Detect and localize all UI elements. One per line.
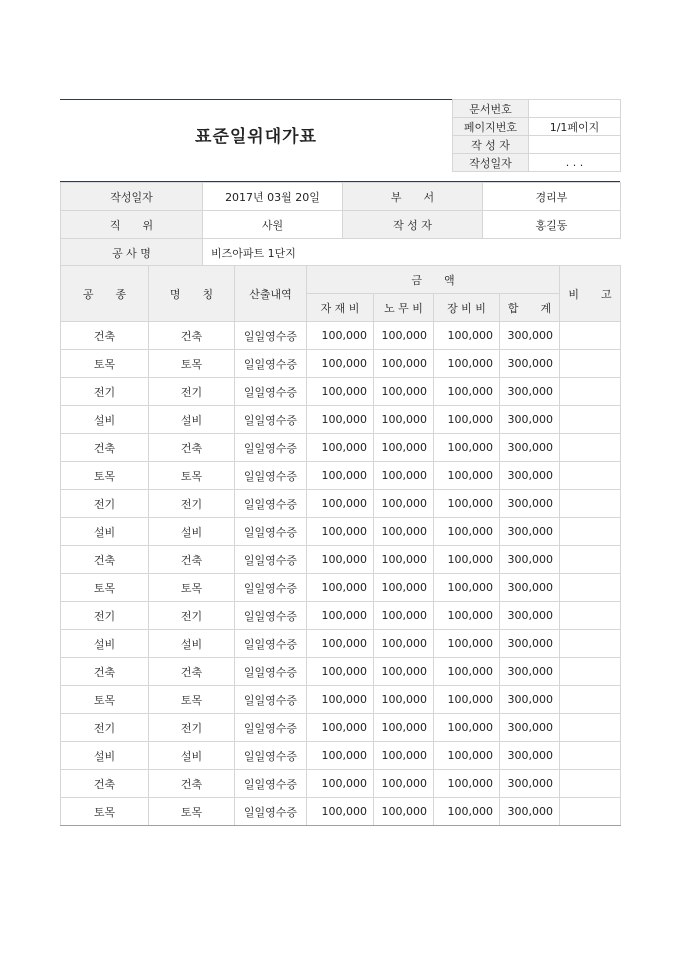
table-row[interactable] — [61, 742, 621, 770]
table-row[interactable] — [61, 714, 621, 742]
cell-equipment[interactable]: 100,000 — [434, 602, 500, 630]
cell-name[interactable]: 건축 — [149, 658, 235, 686]
cell-name[interactable]: 토목 — [149, 798, 235, 826]
date-label: 작성일자 — [61, 183, 203, 211]
cell-remarks[interactable] — [560, 350, 621, 378]
table-row[interactable] — [61, 658, 621, 686]
cell-trade[interactable]: 건축 — [61, 770, 149, 798]
table-row[interactable] — [61, 798, 621, 826]
cell-trade[interactable]: 전기 — [61, 714, 149, 742]
info-table — [60, 182, 621, 267]
cell-material[interactable]: 100,000 — [307, 770, 374, 798]
cell-total[interactable]: 300,000 — [500, 714, 560, 742]
cell-material[interactable]: 100,000 — [307, 630, 374, 658]
cell-labor[interactable]: 100,000 — [374, 322, 434, 350]
table-row[interactable] — [61, 322, 621, 350]
cell-trade[interactable]: 건축 — [61, 546, 149, 574]
cell-material[interactable]: 100,000 — [307, 490, 374, 518]
cell-trade[interactable]: 토목 — [61, 574, 149, 602]
table-row[interactable] — [61, 462, 621, 490]
cell-basis[interactable]: 일일영수증 — [235, 546, 307, 574]
cell-equipment[interactable]: 100,000 — [434, 350, 500, 378]
cell-equipment[interactable]: 100,000 — [434, 518, 500, 546]
cell-equipment[interactable]: 100,000 — [434, 714, 500, 742]
meta-row — [453, 118, 621, 136]
meta-value-page: 1/1페이지 — [529, 118, 621, 136]
author-value[interactable]: 홍길동 — [483, 211, 621, 239]
cell-labor[interactable]: 100,000 — [374, 798, 434, 826]
cell-name[interactable]: 설비 — [149, 518, 235, 546]
cell-material[interactable]: 100,000 — [307, 686, 374, 714]
cell-equipment[interactable]: 100,000 — [434, 798, 500, 826]
cell-basis[interactable]: 일일영수증 — [235, 798, 307, 826]
cell-equipment[interactable]: 100,000 — [434, 770, 500, 798]
header-remarks: 비 고 — [560, 266, 621, 322]
cell-total[interactable]: 300,000 — [500, 546, 560, 574]
cost-table — [60, 265, 621, 826]
cell-total[interactable]: 300,000 — [500, 574, 560, 602]
header-material: 자 재 비 — [307, 294, 374, 322]
cell-trade[interactable]: 토목 — [61, 686, 149, 714]
cell-labor[interactable]: 100,000 — [374, 770, 434, 798]
cell-material[interactable]: 100,000 — [307, 546, 374, 574]
cell-remarks[interactable] — [560, 742, 621, 770]
table-row[interactable] — [61, 630, 621, 658]
project-value[interactable]: 비즈아파트 1단지 — [203, 239, 621, 267]
cell-labor[interactable]: 100,000 — [374, 434, 434, 462]
cell-name[interactable]: 전기 — [149, 714, 235, 742]
author-label: 작 성 자 — [343, 211, 483, 239]
cell-material[interactable]: 100,000 — [307, 518, 374, 546]
meta-label: 문서번호 — [453, 100, 529, 118]
cell-trade[interactable]: 건축 — [61, 322, 149, 350]
cell-basis[interactable]: 일일영수증 — [235, 350, 307, 378]
cell-labor[interactable]: 100,000 — [374, 518, 434, 546]
cell-total[interactable]: 300,000 — [500, 322, 560, 350]
cell-remarks[interactable] — [560, 434, 621, 462]
cell-labor[interactable]: 100,000 — [374, 742, 434, 770]
cell-material[interactable]: 100,000 — [307, 350, 374, 378]
cell-trade[interactable]: 설비 — [61, 406, 149, 434]
cell-labor[interactable]: 100,000 — [374, 658, 434, 686]
cell-name[interactable]: 건축 — [149, 434, 235, 462]
header-name: 명 칭 — [149, 266, 235, 322]
cell-labor[interactable]: 100,000 — [374, 602, 434, 630]
table-row[interactable] — [61, 378, 621, 406]
table-row[interactable] — [61, 434, 621, 462]
info-row — [61, 183, 621, 211]
cell-total[interactable]: 300,000 — [500, 742, 560, 770]
header-total: 합 계 — [500, 294, 560, 322]
cell-basis[interactable]: 일일영수증 — [235, 322, 307, 350]
table-row[interactable] — [61, 490, 621, 518]
cell-remarks[interactable] — [560, 378, 621, 406]
cell-basis[interactable]: 일일영수증 — [235, 742, 307, 770]
cell-total[interactable]: 300,000 — [500, 630, 560, 658]
page-title: 표준일위대가표 — [195, 126, 317, 147]
header-basis: 산출내역 — [235, 266, 307, 322]
cell-basis[interactable]: 일일영수증 — [235, 574, 307, 602]
cell-equipment[interactable]: 100,000 — [434, 462, 500, 490]
cell-material[interactable]: 100,000 — [307, 406, 374, 434]
cell-total[interactable]: 300,000 — [500, 686, 560, 714]
cell-total[interactable]: 300,000 — [500, 406, 560, 434]
cell-name[interactable]: 토목 — [149, 462, 235, 490]
project-label: 공 사 명 — [61, 239, 203, 267]
cell-labor[interactable]: 100,000 — [374, 574, 434, 602]
cell-equipment[interactable]: 100,000 — [434, 630, 500, 658]
cell-labor[interactable]: 100,000 — [374, 378, 434, 406]
cell-remarks[interactable] — [560, 630, 621, 658]
cell-total[interactable]: 300,000 — [500, 518, 560, 546]
cell-basis[interactable]: 일일영수증 — [235, 714, 307, 742]
cell-total[interactable]: 300,000 — [500, 434, 560, 462]
cell-total[interactable]: 300,000 — [500, 462, 560, 490]
header-labor: 노 무 비 — [374, 294, 434, 322]
cell-remarks[interactable] — [560, 658, 621, 686]
cell-remarks[interactable] — [560, 490, 621, 518]
cell-equipment[interactable]: 100,000 — [434, 378, 500, 406]
cell-equipment[interactable]: 100,000 — [434, 406, 500, 434]
dept-value[interactable]: 경리부 — [483, 183, 621, 211]
cell-total[interactable]: 300,000 — [500, 770, 560, 798]
cell-trade[interactable]: 토목 — [61, 462, 149, 490]
meta-row — [453, 136, 621, 154]
info-row — [61, 239, 621, 267]
header-trade: 공 종 — [61, 266, 149, 322]
date-value[interactable]: 2017년 03월 20일 — [203, 183, 343, 211]
cell-name[interactable]: 전기 — [149, 602, 235, 630]
cell-basis[interactable]: 일일영수증 — [235, 658, 307, 686]
cell-remarks[interactable] — [560, 546, 621, 574]
cell-name[interactable]: 건축 — [149, 546, 235, 574]
cell-total[interactable]: 300,000 — [500, 490, 560, 518]
cell-name[interactable]: 설비 — [149, 630, 235, 658]
cell-remarks[interactable] — [560, 462, 621, 490]
cell-equipment[interactable]: 100,000 — [434, 574, 500, 602]
cell-remarks[interactable] — [560, 798, 621, 826]
cell-name[interactable]: 전기 — [149, 490, 235, 518]
cell-material[interactable]: 100,000 — [307, 798, 374, 826]
dept-label: 부 서 — [343, 183, 483, 211]
cell-name[interactable]: 설비 — [149, 406, 235, 434]
cell-trade[interactable]: 설비 — [61, 630, 149, 658]
cell-material[interactable]: 100,000 — [307, 714, 374, 742]
table-row[interactable] — [61, 518, 621, 546]
table-row[interactable] — [61, 546, 621, 574]
cell-material[interactable]: 100,000 — [307, 574, 374, 602]
cell-remarks[interactable] — [560, 686, 621, 714]
cell-basis[interactable]: 일일영수증 — [235, 602, 307, 630]
cell-remarks[interactable] — [560, 322, 621, 350]
cell-name[interactable]: 건축 — [149, 770, 235, 798]
cell-remarks[interactable] — [560, 602, 621, 630]
cell-material[interactable]: 100,000 — [307, 742, 374, 770]
cell-basis[interactable]: 일일영수증 — [235, 434, 307, 462]
meta-value-doc-number[interactable] — [529, 100, 621, 118]
cell-total[interactable]: 300,000 — [500, 602, 560, 630]
cell-trade[interactable]: 토목 — [61, 798, 149, 826]
cell-trade[interactable]: 전기 — [61, 490, 149, 518]
cell-trade[interactable]: 전기 — [61, 602, 149, 630]
cell-labor[interactable]: 100,000 — [374, 462, 434, 490]
cell-material[interactable]: 100,000 — [307, 434, 374, 462]
table-row[interactable] — [61, 602, 621, 630]
meta-label: 작성일자 — [453, 154, 529, 172]
cell-material[interactable]: 100,000 — [307, 378, 374, 406]
cell-labor[interactable]: 100,000 — [374, 714, 434, 742]
info-row — [61, 211, 621, 239]
header-row — [61, 266, 621, 294]
header-equipment: 장 비 비 — [434, 294, 500, 322]
cell-total[interactable]: 300,000 — [500, 798, 560, 826]
cell-equipment[interactable]: 100,000 — [434, 490, 500, 518]
cell-labor[interactable]: 100,000 — [374, 686, 434, 714]
meta-label: 작 성 자 — [453, 136, 529, 154]
cell-remarks[interactable] — [560, 574, 621, 602]
table-row[interactable] — [61, 406, 621, 434]
cell-basis[interactable]: 일일영수증 — [235, 462, 307, 490]
cell-name[interactable]: 토목 — [149, 350, 235, 378]
cell-remarks[interactable] — [560, 518, 621, 546]
header-amount: 금 액 — [307, 266, 560, 294]
position-label: 직 위 — [61, 211, 203, 239]
cell-trade[interactable]: 설비 — [61, 518, 149, 546]
cell-equipment[interactable]: 100,000 — [434, 434, 500, 462]
cell-name[interactable]: 토목 — [149, 686, 235, 714]
cell-labor[interactable]: 100,000 — [374, 406, 434, 434]
cell-basis[interactable]: 일일영수증 — [235, 490, 307, 518]
cell-remarks[interactable] — [560, 714, 621, 742]
cell-basis[interactable]: 일일영수증 — [235, 378, 307, 406]
meta-value-date[interactable]: . . . — [529, 154, 621, 172]
cell-labor[interactable]: 100,000 — [374, 350, 434, 378]
cell-basis[interactable]: 일일영수증 — [235, 686, 307, 714]
cell-total[interactable]: 300,000 — [500, 350, 560, 378]
cell-material[interactable]: 100,000 — [307, 462, 374, 490]
cell-basis[interactable]: 일일영수증 — [235, 630, 307, 658]
cell-material[interactable]: 100,000 — [307, 322, 374, 350]
cell-trade[interactable]: 설비 — [61, 742, 149, 770]
cell-labor[interactable]: 100,000 — [374, 490, 434, 518]
meta-row — [453, 154, 621, 172]
cell-trade[interactable]: 건축 — [61, 658, 149, 686]
cell-labor[interactable]: 100,000 — [374, 546, 434, 574]
cell-basis[interactable]: 일일영수증 — [235, 770, 307, 798]
document-meta-table — [452, 99, 621, 172]
table-row[interactable] — [61, 770, 621, 798]
table-row[interactable] — [61, 574, 621, 602]
cell-basis[interactable]: 일일영수증 — [235, 518, 307, 546]
cell-remarks[interactable] — [560, 406, 621, 434]
cell-labor[interactable]: 100,000 — [374, 630, 434, 658]
meta-row — [453, 100, 621, 118]
cell-name[interactable]: 전기 — [149, 378, 235, 406]
meta-value-author[interactable] — [529, 136, 621, 154]
cell-trade[interactable]: 건축 — [61, 434, 149, 462]
cell-trade[interactable]: 전기 — [61, 378, 149, 406]
cell-equipment[interactable]: 100,000 — [434, 742, 500, 770]
cell-material[interactable]: 100,000 — [307, 602, 374, 630]
meta-label: 페이지번호 — [453, 118, 529, 136]
cell-name[interactable]: 토목 — [149, 574, 235, 602]
cell-material[interactable]: 100,000 — [307, 658, 374, 686]
cell-total[interactable]: 300,000 — [500, 658, 560, 686]
table-row[interactable] — [61, 686, 621, 714]
cell-name[interactable]: 설비 — [149, 742, 235, 770]
cell-equipment[interactable]: 100,000 — [434, 658, 500, 686]
cell-equipment[interactable]: 100,000 — [434, 322, 500, 350]
cell-equipment[interactable]: 100,000 — [434, 686, 500, 714]
cell-remarks[interactable] — [560, 770, 621, 798]
cell-basis[interactable]: 일일영수증 — [235, 406, 307, 434]
cell-total[interactable]: 300,000 — [500, 378, 560, 406]
cell-equipment[interactable]: 100,000 — [434, 546, 500, 574]
cell-trade[interactable]: 토목 — [61, 350, 149, 378]
table-row[interactable] — [61, 350, 621, 378]
position-value[interactable]: 사원 — [203, 211, 343, 239]
cell-name[interactable]: 건축 — [149, 322, 235, 350]
